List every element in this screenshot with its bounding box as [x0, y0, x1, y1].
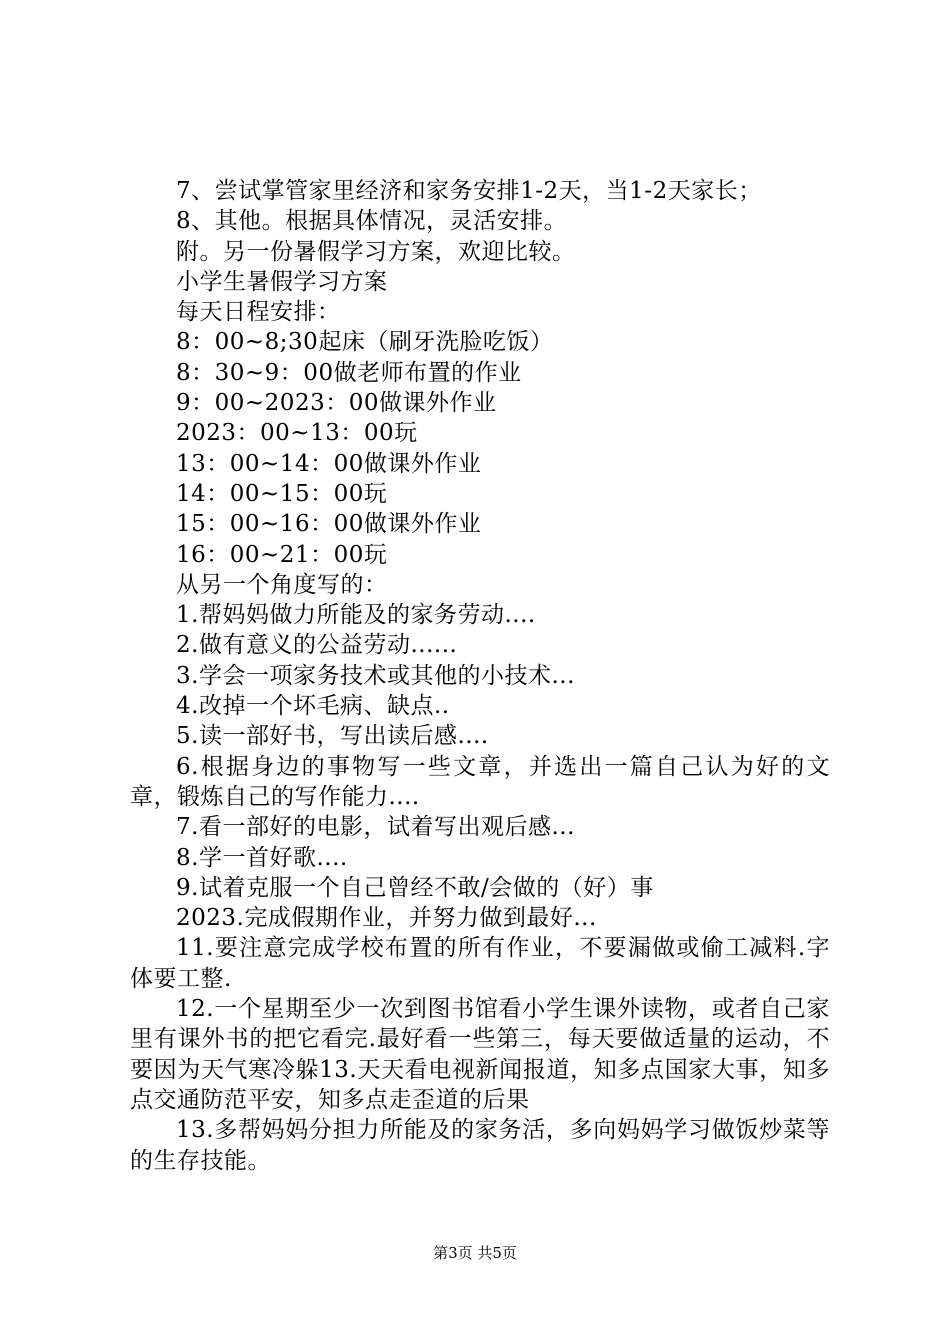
schedule-item: 16：00~21：00玩: [176, 541, 388, 568]
list-item: 7.看一部好的电影，试着写出观后感...: [176, 814, 575, 841]
list-item: 3.学会一项家务技术或其他的小技术...: [176, 662, 575, 689]
schedule-item: 14：00~15：00玩: [176, 480, 388, 507]
schedule-item: 8：00~8;30起床（刷牙洗脸吃饭）: [176, 329, 554, 356]
text-line: 7、尝试掌管家里经济和家务安排1-2天，当1-2天家长；: [176, 178, 762, 204]
schedule-item: 13：00~14：00做课外作业: [176, 450, 482, 477]
list-item: 6.根据身边的事物写一些文章，并选出一篇自己认为好的文章，锻炼自己的写作能力....: [130, 753, 830, 810]
schedule-item: 15：00~16：00做课外作业: [176, 511, 482, 538]
list-item: 8.学一首好歌....: [176, 844, 348, 871]
schedule-heading: 每天日程安排：: [176, 299, 341, 326]
list-item: 13.多帮妈妈分担力所能及的家务活，多向妈妈学习做饭炒菜等的生存技能。: [130, 1117, 830, 1174]
list-item: 2023.完成假期作业，并努力做到最好...: [176, 905, 597, 932]
page-number: 第3页 共5页: [433, 1244, 517, 1262]
document-body: [130, 176, 830, 1176]
list-item: 9.试着克服一个自己曾经不敢/会做的（好）事: [176, 874, 654, 901]
schedule-item: 9：00~2023：00做课外作业: [176, 390, 497, 417]
list-item: 5.读一部好书，写出读后感....: [176, 723, 489, 750]
schedule-item: 2023：00~13：00玩: [176, 420, 418, 447]
list-item: 2.做有意义的公益劳动......: [176, 632, 458, 659]
text-line: 8、其他。根据具体情况，灵活安排。: [176, 208, 568, 235]
section-title: 小学生暑假学习方案: [176, 268, 388, 295]
schedule-item: 8：30~9：00做老师布置的作业: [176, 359, 522, 386]
list-item: 11.要注意完成学校布置的所有作业，不要漏做或偷工减料.字体要工整.: [130, 935, 830, 992]
list-heading: 从另一个角度写的：: [176, 571, 388, 598]
list-item: 1.帮妈妈做力所能及的家务劳动....: [176, 602, 536, 629]
text-line: 附。另一份暑假学习方案，欢迎比较。: [176, 238, 576, 265]
list-item: 12.一个星期至少一次到图书馆看小学生课外读物，或者自己家里有课外书的把它看完.最好看一些第三，每天要做适量的运动，不要因为天气寒冷躲13.天天看电视新闻报道，知多点国家大事，知多点交通防范平安，知多点走歪道的后果: [130, 996, 830, 1113]
list-item: 4.改掉一个坏毛病、缺点..: [176, 693, 450, 720]
